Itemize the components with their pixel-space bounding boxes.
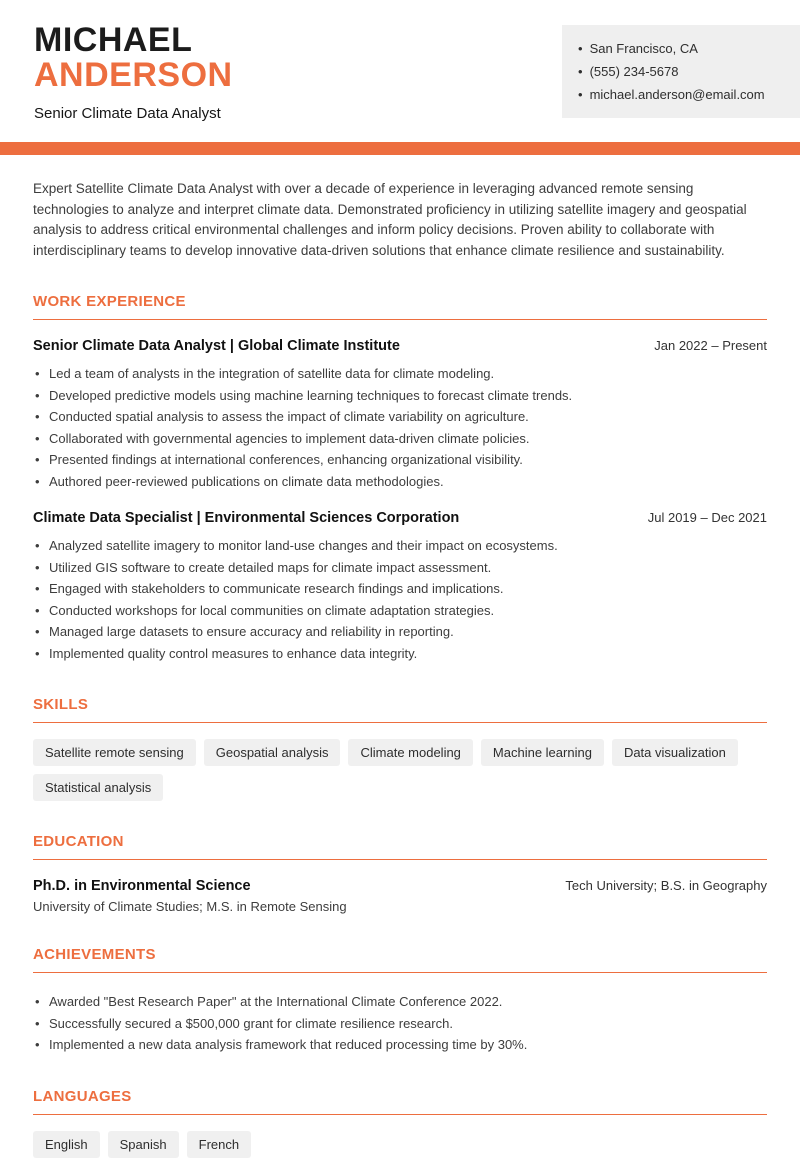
section-title-skills: SKILLS [33,696,767,723]
section-languages [33,1088,767,1158]
bullet-item: • Presented findings at international conferences, enhancing organizational visibility. [33,449,767,471]
header [0,0,800,122]
language-tag: French [187,1131,251,1158]
bullet-item: • Engaged with stakeholders to communicate research findings and implications. [33,578,767,600]
bullet-item: • Implemented a new data analysis framework that reduced processing time by 30%. [33,1034,767,1056]
skill-tag: Satellite remote sensing [33,739,196,766]
contact-email [578,83,782,106]
bullet-item: • Conducted spatial analysis to assess the impact of climate variability on agriculture. [33,406,767,428]
skill-tag: Machine learning [481,739,604,766]
languages-tag-list [33,1131,767,1158]
skill-tag: Data visualization [612,739,738,766]
skill-tag: Climate modeling [348,739,472,766]
bullet-item: • Managed large datasets to ensure accuracy and reliability in reporting. [33,621,767,643]
candidate-name [34,23,233,93]
identity-block [34,23,233,122]
bullet-item: • Successfully secured a $500,000 grant for climate resilience research. [33,1013,767,1035]
job-title: Climate Data Specialist | Environmental Sciences Corporation [33,510,460,527]
education-institution: Tech University; B.S. in Geography [565,878,767,894]
job-bullets [33,535,767,664]
job-bullets [33,363,767,492]
bullet-item: • Analyzed satellite imagery to monitor land-use changes and their impact on ecosystems. [33,535,767,557]
job-entry [33,510,767,664]
bullet-item: • Led a team of analysts in the integration of satellite data for climate modeling. [33,363,767,385]
section-title-work: WORK EXPERIENCE [33,293,767,320]
location-text: San Francisco, CA [589,41,698,56]
contact-location [578,37,782,60]
bullet-item: • Authored peer-reviewed publications on climate data methodologies. [33,471,767,493]
email-text: michael.anderson@email.com [589,87,765,102]
contact-box [562,25,800,118]
first-name: MICHAEL [34,21,193,59]
bullet-icon: • [578,87,583,102]
section-education [33,833,767,914]
bullet-item: • Awarded "Best Research Paper" at the International Climate Conference 2022. [33,991,767,1013]
bullet-item: • Developed predictive models using machine learning techniques to forecast climate trends. [33,385,767,407]
section-title-education: EDUCATION [33,833,767,860]
phone-text: (555) 234-5678 [589,64,679,79]
achievements-list [33,991,767,1056]
skill-tag: Statistical analysis [33,774,163,801]
last-name: ANDERSON [34,56,233,95]
section-title-languages: LANGUAGES [33,1088,767,1115]
accent-bar [0,142,800,155]
bullet-item: • Conducted workshops for local communities on climate adaptation strategies. [33,600,767,622]
resume-body [0,179,800,1158]
job-dates: Jul 2019 – Dec 2021 [647,510,767,526]
contact-phone [578,60,782,83]
bullet-item: • Collaborated with governmental agencies to implement data-driven climate policies. [33,428,767,450]
job-header [33,338,767,354]
bullet-item: • Implemented quality control measures to enhance data integrity. [33,643,767,665]
education-header [33,878,767,894]
skills-tag-list [33,739,767,801]
education-details: University of Climate Studies; M.S. in Remote Sensing [33,899,347,915]
headline: Senior Climate Data Analyst [34,105,221,123]
job-dates: Jan 2022 – Present [654,338,767,354]
section-skills [33,696,767,801]
bullet-item: • Utilized GIS software to create detailed maps for climate impact assessment. [33,557,767,579]
language-tag: English [33,1131,100,1158]
bullet-icon: • [578,41,583,56]
degree-title: Ph.D. in Environmental Science [33,878,251,895]
section-achievements [33,946,767,1056]
section-title-achievements: ACHIEVEMENTS [33,946,767,973]
bullet-icon: • [578,64,583,79]
section-work-experience [33,293,767,664]
summary-paragraph: Expert Satellite Climate Data Analyst with over a decade of experience in leveraging advanced remote sensing technologies to analyze and interpret climate data. Demonstrated proficiency in utilizing satellite imagery and geospatial analysis to address critical environmental challenges and inform policy decisions. Proven ability to collaborate with interdisciplinary teams to develop innovative data-driven solutions that enhance climate resilience and sustainability. [33,181,747,258]
skill-tag: Geospatial analysis [204,739,341,766]
job-title: Senior Climate Data Analyst | Global Climate Institute [33,338,400,355]
job-entry [33,338,767,492]
language-tag: Spanish [108,1131,179,1158]
job-header [33,510,767,526]
